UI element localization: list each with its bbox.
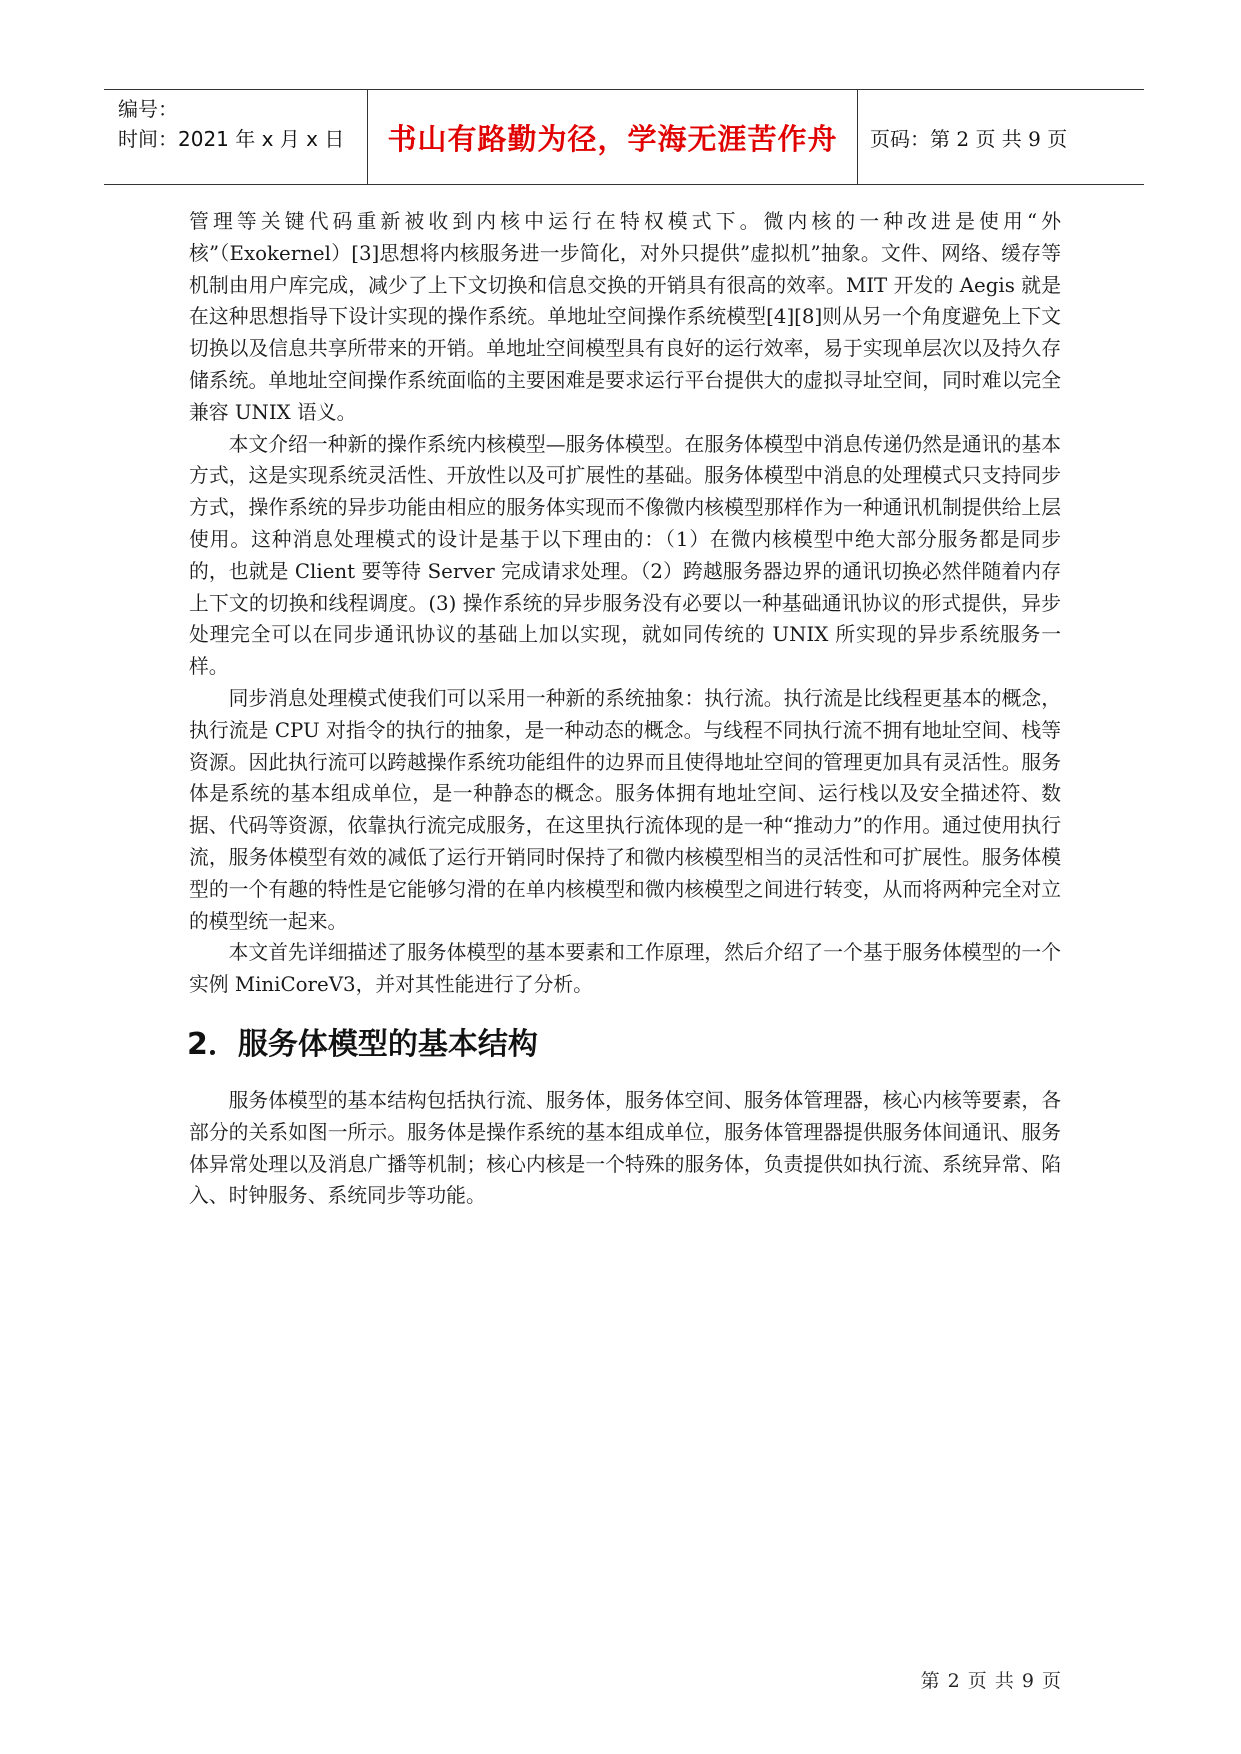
- body-paragraph-4: 本文首先详细描述了服务体模型的基本要素和工作原理，然后介绍了一个基于服务体模型的一个实例 MiniCoreV3，并对其性能进行了分析。: [189, 941, 1061, 997]
- section-heading: 2．服务体模型的基本结构: [187, 1026, 538, 1062]
- page-footer: 第 2 页 共 9 页: [920, 1670, 1062, 1692]
- document-body: [189, 206, 1061, 1212]
- header-motto: 书山有路勤为径，学海无涯苦作舟: [368, 90, 858, 184]
- document-number-label: 编号：: [118, 97, 178, 121]
- header-page-label: 页码：第 2 页 共 9 页: [870, 126, 1068, 151]
- body-paragraph-2: 本文介绍一种新的操作系统内核模型—服务体模型。在服务体模型中消息传递仍然是通讯的基本方式，这是实现系统灵活性、开放性以及可扩展性的基础。服务体模型中消息的处理模式只支持同步方式，操作系统的异步功能由相应的服务体实现而不像微内核模型那样作为一种通讯机制提供给上层使用。这种消息处理模式的设计是基于以下理由的：（1）在微内核模型中绝大部分服务都是同步的，也就是 Client 要等待 Server 完成请求处理。（2）跨越服务器边界的通讯切换必然伴随着内存上下文的切换和线程调度。(3) 操作系统的异步服务没有必要以一种基础通讯协议的形式提供，异步处理完全可以在同步通讯协议的基础上加以实现，就如同传统的 UNIX 所实现的异步系统服务一样。: [189, 432, 1061, 679]
- body-paragraph-1: 管理等关键代码重新被收到内核中运行在特权模式下。微内核的一种改进是使用“外核”（Exokernel）[3]思想将内核服务进一步简化，对外只提供”虚拟机”抽象。文件、网络、缓存等机制由用户库完成，减少了上下文切换和信息交换的开销具有很高的效率。MIT 开发的 Aegis 就是在这种思想指导下设计实现的操作系统。单地址空间操作系统模型[4][8]则从另一个角度避免上下文切换以及信息共享所带来的开销。单地址空间模型具有良好的运行效率，易于实现单层次以及持久存储系统。单地址空间操作系统面临的主要困难是要求运行平台提供大的虚拟寻址空间，同时难以完全兼容 UNIX 语义。: [189, 210, 1061, 424]
- header-meta: [104, 90, 368, 184]
- body-paragraph-3: 同步消息处理模式使我们可以采用一种新的系统抽象：执行流。执行流是比线程更基本的概念，执行流是 CPU 对指令的执行的抽象，是一种动态的概念。与线程不同执行流不拥有地址空间、栈等资源。因此执行流可以跨越操作系统功能组件的边界而且使得地址空间的管理更加具有灵活性。服务体是系统的基本组成单位，是一种静态的概念。服务体拥有地址空间、运行栈以及安全描述符、数据、代码等资源，依靠执行流完成服务，在这里执行流体现的是一种“推动力”的作用。通过使用执行流，服务体模型有效的减低了运行开销同时保持了和微内核模型相当的灵活性和可扩展性。服务体模型的一个有趣的特性是它能够匀滑的在单内核模型和微内核模型之间进行转变，从而将两种完全对立的模型统一起来。: [189, 686, 1061, 933]
- section-paragraph: 服务体模型的基本结构包括执行流、服务体，服务体空间、服务体管理器，核心内核等要素，各部分的关系如图一所示。服务体是操作系统的基本组成单位，服务体管理器提供服务体间通讯、服务体异常处理以及消息广播等机制；核心内核是一个特殊的服务体，负责提供如执行流、系统异常、陷入、时钟服务、系统同步等功能。: [189, 1088, 1061, 1208]
- document-time-label: 时间：2021 年 x 月 x 日: [118, 127, 345, 151]
- page-header: [104, 89, 1144, 185]
